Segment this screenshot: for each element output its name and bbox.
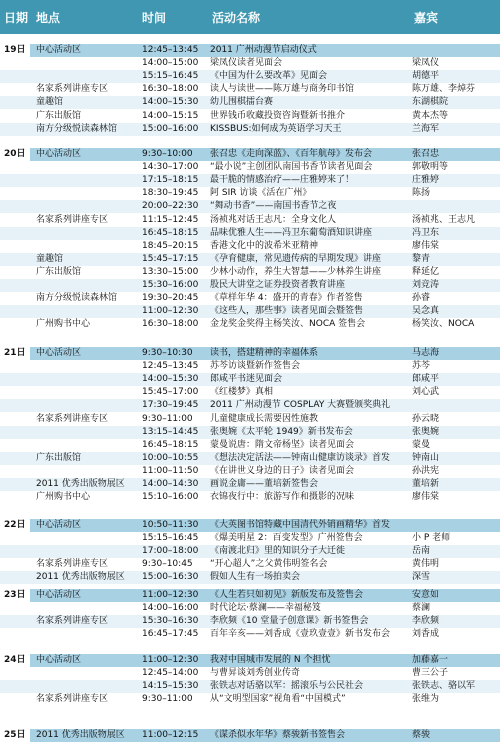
table-row: [0, 491, 500, 504]
day-separator: [0, 504, 500, 519]
guest-cell: 蔡骏: [412, 730, 431, 740]
header-event: 活动名称: [212, 11, 261, 25]
event-cell: 《想法决定活法——钟南山健康访谈录》首发: [210, 452, 391, 463]
table-row: [0, 123, 500, 136]
guest-cell: 陈万雄、李焯芬: [412, 84, 476, 95]
guest-cell: 陈扬: [412, 188, 431, 199]
venue-cell: 中心活动区: [36, 655, 82, 665]
guest-cell: 张奥婉: [412, 426, 440, 437]
guest-cell: 孙云晓: [412, 413, 440, 424]
event-cell: 我对中国城市发展的 N 个担忧: [210, 655, 331, 665]
guest-cell: 东湖棋院: [412, 97, 449, 108]
table-row: [0, 161, 500, 174]
guest-cell: 刘香成: [412, 629, 440, 640]
guest-cell: 张铁志、骆以军: [412, 681, 476, 692]
event-cell: 《孕育健康，常见遗传病的早期发现》讲座: [210, 253, 382, 264]
venue-cell: 南方分级悦读森林馆: [36, 123, 118, 134]
time-cell: 9:30–10:00: [142, 149, 193, 159]
event-cell: 《草样年华 4：盛开的青春》作者签售: [210, 293, 363, 304]
day-cell: 19日: [0, 44, 30, 57]
event-cell: “舞动书香”——南国书香节之夜: [210, 201, 337, 212]
venue-cell: 中心活动区: [36, 348, 82, 358]
event-cell: 世界钱币收藏投资咨询暨新书推介: [210, 110, 346, 121]
time-cell: 14:00–15:00: [142, 58, 199, 69]
day-header-row: [0, 589, 500, 602]
time-cell: 17:30–19:45: [142, 400, 199, 411]
table-row: [0, 413, 500, 426]
event-cell: 汤祯兆对话王志凡：全身文化人: [210, 214, 337, 225]
time-cell: 16:45–17:45: [142, 629, 199, 640]
table-row: [0, 305, 500, 318]
time-cell: 16:30–18:00: [142, 84, 199, 95]
venue-cell: 2011 优秀出版物展区: [36, 730, 125, 740]
time-cell: 15:15–16:45: [142, 533, 199, 544]
event-cell: 《红楼梦》真相: [210, 387, 274, 398]
guest-cell: 加藤嘉一: [412, 655, 449, 665]
day-cell: 25日: [0, 729, 30, 742]
event-cell: 《大英图书馆特藏中国清代外销画精华》首发: [210, 520, 391, 530]
day-header-row: [0, 44, 500, 57]
table-row: [0, 373, 500, 386]
event-cell: 《这些人，那些事》读者见面会暨签售: [210, 306, 364, 317]
day-separator: [0, 136, 500, 148]
guest-cell: 刘竞涛: [412, 280, 440, 290]
day-cell: 20日: [0, 148, 30, 161]
guest-cell: 郎咸平: [412, 374, 440, 385]
event-cell: 假如人生有一场拍卖会: [210, 572, 301, 583]
venue-cell: 广东出版馆: [36, 266, 82, 277]
event-cell: 少林小动作，养生大智慧——少林养生讲座: [210, 266, 382, 277]
table-row: [0, 532, 500, 545]
time-cell: 15:10–16:00: [142, 492, 199, 503]
time-cell: 18:30–19:45: [142, 188, 199, 199]
time-cell: 15:15–16:45: [142, 71, 199, 82]
header-day: 日期: [4, 11, 29, 25]
time-cell: 16:45–18:15: [142, 227, 199, 238]
time-cell: 17:00–18:00: [142, 546, 199, 557]
table-row: [0, 292, 500, 305]
time-cell: 10:50–11:30: [142, 520, 199, 530]
table-row: [0, 110, 500, 123]
event-cell: 张铁志对话骆以军：摇滚乐与公民社会: [210, 681, 364, 692]
event-cell: “开心超人”之父黄伟明签名会: [210, 559, 328, 570]
event-cell: 2011 广州动漫节启动仪式: [210, 45, 317, 55]
day-header-row: [0, 519, 500, 532]
guest-cell: 蔡澜: [412, 603, 431, 614]
event-cell: 股民大讲堂之证券投资者教育讲座: [210, 280, 346, 290]
event-cell: 画说金庸——董培新签售会: [210, 479, 319, 489]
table-row: [0, 318, 500, 331]
time-cell: 15:45–17:00: [142, 387, 199, 398]
event-cell: 《中国为什么要改革》见面会: [210, 71, 328, 82]
guest-cell: 郭敬明等: [412, 162, 449, 173]
guest-cell: 李欣频: [412, 616, 440, 627]
event-cell: 品味优雅人生——冯卫东葡萄酒知识讲座: [210, 227, 373, 238]
table-row: [0, 667, 500, 680]
guest-cell: 杨笑汝、NOCA: [412, 319, 475, 330]
guest-cell: 深雪: [412, 572, 431, 583]
event-cell: 读人与读世——陈万雄与商务印书馆: [210, 84, 355, 95]
event-cell: “最小说”主创团队南国书香节读者见面会: [210, 162, 373, 173]
venue-cell: 名家系列讲座专区: [36, 559, 109, 570]
time-cell: 11:00–12:30: [142, 655, 199, 665]
day-cell: 23日: [0, 589, 30, 602]
table-row: [0, 174, 500, 187]
time-cell: 16:30–18:00: [142, 319, 199, 330]
table-row: [0, 57, 500, 70]
time-cell: 11:00–11:50: [142, 465, 199, 476]
time-cell: 15:45–17:15: [142, 253, 199, 264]
table-row: [0, 545, 500, 558]
table-row: [0, 279, 500, 292]
guest-cell: 吴念真: [412, 306, 440, 317]
guest-cell: 小 P 老师: [412, 533, 451, 544]
event-cell: 衣锦夜行中：旅游写作和摄影的况味: [210, 492, 355, 503]
time-cell: 14:00–15:30: [142, 374, 199, 385]
guest-cell: 廖伟棠: [412, 240, 440, 251]
event-cell: 《爆美明星 2：百变发型》广州签售会: [210, 533, 363, 544]
table-row: [0, 439, 500, 452]
time-cell: 18:45–20:15: [142, 240, 199, 251]
venue-cell: 名家系列讲座专区: [36, 413, 109, 424]
time-cell: 14:00–16:00: [142, 603, 199, 614]
time-cell: 13:15–14:45: [142, 426, 199, 437]
time-cell: 10:00–10:55: [142, 452, 199, 463]
guest-cell: 刘心武: [412, 387, 440, 398]
venue-cell: 中心活动区: [36, 520, 82, 530]
time-cell: 17:15–18:15: [142, 175, 199, 186]
day-header-row: [0, 148, 500, 161]
event-cell: 最干脆的情感治疗——庄雅婷来了！: [210, 175, 355, 186]
time-cell: 19:30–20:45: [142, 293, 199, 304]
venue-cell: 童趣馆: [36, 97, 64, 108]
time-cell: 11:00–12:30: [142, 590, 199, 600]
header-venue: 地点: [36, 11, 61, 25]
table-row: [0, 240, 500, 253]
event-cell: 时代论坛·蔡澜——幸福秘笈: [210, 603, 321, 614]
guest-cell: 黎青: [412, 253, 431, 264]
time-cell: 9:30–11:00: [142, 413, 193, 424]
venue-cell: 广州购书中心: [36, 492, 91, 503]
guest-cell: 张维为: [412, 694, 440, 705]
event-cell: KISSBUS:如何成为英语学习天王: [210, 123, 342, 134]
venue-cell: 名家系列讲座专区: [36, 616, 109, 627]
guest-cell: 蒙曼: [412, 439, 431, 450]
event-cell: 从“文明型国家”视角看“中国模式”: [210, 694, 346, 705]
time-cell: 12:45–13:45: [142, 45, 199, 55]
day-cell: 22日: [0, 519, 30, 532]
guest-cell: 黄伟明: [412, 559, 440, 570]
table-row: [0, 680, 500, 693]
table-row: [0, 187, 500, 200]
day-separator: [0, 742, 500, 752]
guest-cell: 董培新: [412, 479, 440, 489]
table-row: [0, 602, 500, 615]
guest-cell: 冯卫东: [412, 227, 440, 238]
day-separator: [0, 641, 500, 654]
table-row: [0, 253, 500, 266]
event-cell: 郎咸平书迷见面会: [210, 374, 283, 385]
guest-cell: 岳南: [412, 546, 431, 557]
event-cell: 张召忠《走向深蓝》、《百年航母》发布会: [210, 149, 373, 159]
table-row: [0, 200, 500, 213]
table-row: [0, 83, 500, 96]
table-row: [0, 558, 500, 571]
guest-cell: 释延亿: [412, 266, 440, 277]
guest-cell: 梁凤仪: [412, 58, 440, 69]
table-row: [0, 399, 500, 412]
table-header: [0, 0, 500, 34]
event-cell: 蒙曼说唐：隋文帝杨坚》读者见面会: [210, 439, 355, 450]
day-separator: [0, 706, 500, 729]
guest-cell: 胡德平: [412, 71, 440, 82]
time-cell: 15:00–16:30: [142, 572, 199, 583]
time-cell: 14:00–15:30: [142, 97, 199, 108]
table-row: [0, 70, 500, 83]
time-cell: 14:00–15:15: [142, 110, 199, 121]
event-cell: 与曹昇谈刘秀创业传奇: [210, 668, 301, 679]
venue-cell: 广东出版馆: [36, 452, 82, 463]
event-cell: 《人生若只如初见》新版发布及签售会: [210, 590, 364, 600]
venue-cell: 广东出版馆: [36, 110, 82, 121]
guest-cell: 钟南山: [412, 452, 440, 463]
time-cell: 12:45–14:00: [142, 668, 199, 679]
venue-cell: 南方分级悦读森林馆: [36, 293, 118, 304]
venue-cell: 2011 优秀出版物展区: [36, 572, 125, 583]
time-cell: 9:30–11:00: [142, 694, 193, 705]
event-cell: 梁凤仪读者见面会: [210, 58, 283, 69]
guest-cell: 张召忠: [412, 149, 440, 159]
guest-cell: 孙洪宪: [412, 465, 440, 476]
time-cell: 11:15–12:45: [142, 214, 199, 225]
table-row: [0, 214, 500, 227]
event-cell: 张奥婉《太平轮 1949》新书发布会: [210, 426, 353, 437]
table-row: [0, 571, 500, 584]
guest-cell: 兰海军: [412, 123, 440, 134]
event-cell: 2011 广州动漫节 COSPLAY 大赛暨颁奖典礼: [210, 400, 391, 411]
event-cell: 苏芩访谈暨新作签售会: [210, 361, 301, 372]
time-cell: 20:00–22:30: [142, 201, 199, 212]
event-cell: 香港文化中的波希米亚精神: [210, 240, 319, 251]
time-cell: 14:15–15:30: [142, 681, 199, 692]
event-cell: 《在讲世义身边的日子》读者见面会: [210, 465, 355, 476]
time-cell: 13:30–15:00: [142, 266, 199, 277]
guest-cell: 曹三公子: [412, 668, 449, 679]
event-cell: 李欣频《10 堂量子创意课》新书签售会: [210, 616, 369, 627]
venue-cell: 2011 优秀出版物展区: [36, 479, 125, 489]
venue-cell: 童趣馆: [36, 253, 64, 264]
event-cell: 儿童健康成长需要因性施教: [210, 413, 319, 424]
event-cell: 幼儿围棋擂台赛: [210, 97, 274, 108]
time-cell: 15:00–16:00: [142, 123, 199, 134]
table-row: [0, 386, 500, 399]
venue-cell: 广州购书中心: [36, 319, 91, 330]
time-cell: 9:30–10:45: [142, 559, 193, 570]
event-cell: 《谋杀似水年华》蔡骏新书签售会: [210, 730, 346, 740]
time-cell: 15:30–16:30: [142, 616, 199, 627]
table-row: [0, 96, 500, 109]
day-header-row: [0, 654, 500, 667]
time-cell: 16:45–18:15: [142, 439, 199, 450]
venue-cell: 名家系列讲座专区: [36, 694, 109, 705]
time-cell: 11:00–12:15: [142, 730, 199, 740]
event-cell: 阿 SIR 访谈《活在广州》: [210, 188, 312, 199]
table-row: [0, 452, 500, 465]
table-row: [0, 227, 500, 240]
time-cell: 11:00–12:30: [142, 306, 199, 317]
table-row: [0, 465, 500, 478]
table-row: [0, 426, 500, 439]
day-header-row: [0, 347, 500, 360]
time-cell: 14:00–14:30: [142, 479, 199, 489]
event-cell: 金龙奖金奖得主杨笑汝、NOCA 签售会: [210, 319, 366, 330]
header-time: 时间: [142, 11, 167, 25]
event-cell: 读书，搭建精神的幸福体系: [210, 348, 319, 358]
venue-cell: 中心活动区: [36, 149, 82, 159]
day-cell: 24日: [0, 654, 30, 667]
day-separator: [0, 331, 500, 347]
guest-cell: 苏芩: [412, 361, 431, 372]
guest-cell: 孙睿: [412, 293, 431, 304]
venue-cell: 中心活动区: [36, 45, 82, 55]
table-row: [0, 266, 500, 279]
guest-cell: 廖伟棠: [412, 492, 440, 503]
guest-cell: 汤祯兆、王志凡: [412, 214, 476, 225]
table-row: [0, 360, 500, 373]
day-cell: 21日: [0, 347, 30, 360]
time-cell: 9:30–10:30: [142, 348, 193, 358]
time-cell: 14:30–17:00: [142, 162, 199, 173]
table-row: [0, 478, 500, 491]
venue-cell: 中心活动区: [36, 590, 82, 600]
event-cell: 《南渡北归》里的知识分子大迁徙: [210, 546, 346, 557]
guest-cell: 安意如: [412, 590, 440, 600]
guest-cell: 马志海: [412, 348, 440, 358]
time-cell: 12:45–13:45: [142, 361, 199, 372]
guest-cell: 庄雅婷: [412, 175, 440, 186]
table-row: [0, 615, 500, 628]
table-row: [0, 628, 500, 641]
event-cell: 百年辛亥——刘香成《壹玖壹壹》新书发布会: [210, 629, 391, 640]
guest-cell: 黄本杰等: [412, 110, 449, 121]
day-header-row: [0, 729, 500, 742]
time-cell: 15:30–16:00: [142, 280, 199, 290]
table-row: [0, 693, 500, 706]
venue-cell: 名家系列讲座专区: [36, 84, 109, 95]
header-guest: 嘉宾: [414, 11, 439, 25]
venue-cell: 名家系列讲座专区: [36, 214, 109, 225]
